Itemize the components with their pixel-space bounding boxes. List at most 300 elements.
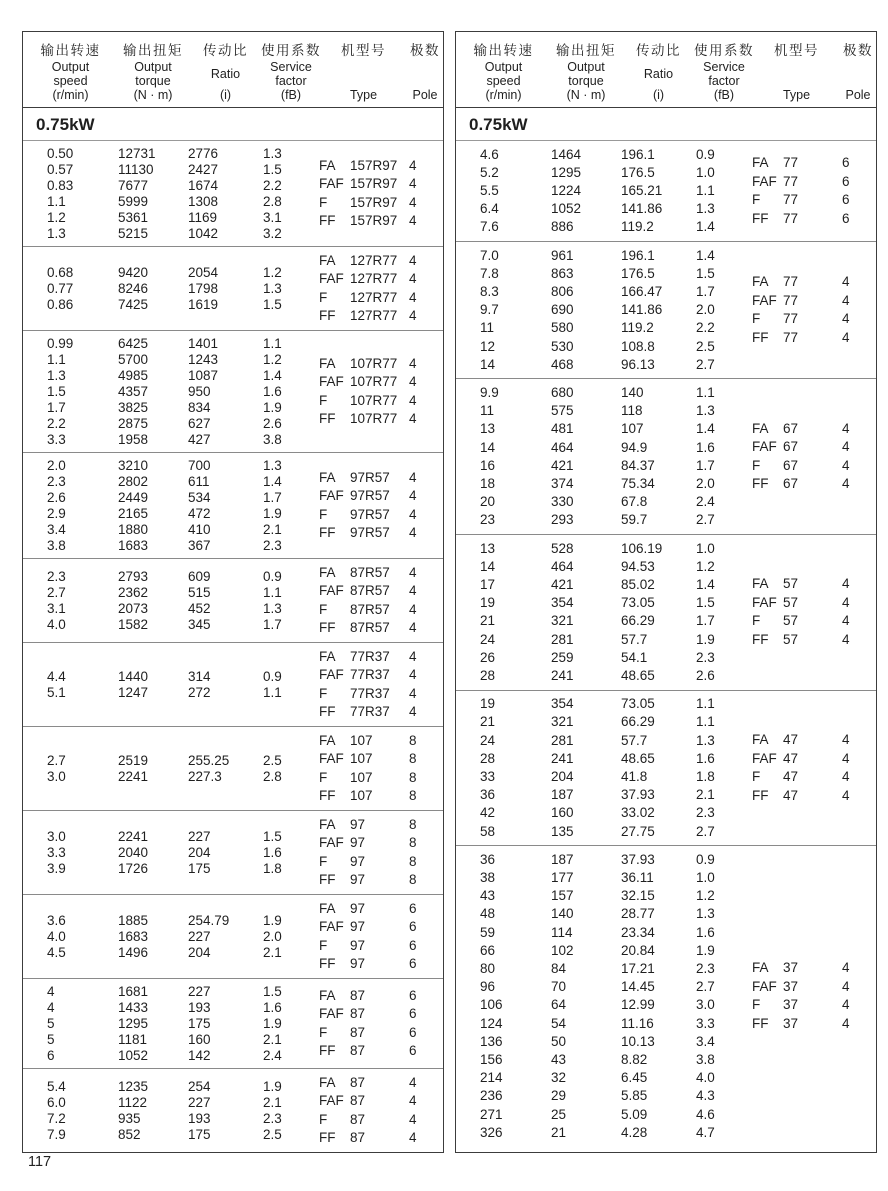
data-row xyxy=(456,924,752,942)
fb-cell: 1.6 xyxy=(263,383,282,399)
data-row xyxy=(23,1111,319,1127)
pole-cell: 8 xyxy=(409,751,417,766)
torque-cell: 421 xyxy=(551,457,574,473)
speed-cell: 1.5 xyxy=(47,383,66,399)
type-prefix: FAF xyxy=(319,667,344,682)
page-number: 117 xyxy=(28,1154,52,1170)
type-model: 87 xyxy=(350,1093,366,1108)
ratio-cell: 6.45 xyxy=(621,1070,648,1086)
type-model: 77 xyxy=(783,173,799,189)
pole-cell: 4 xyxy=(409,620,417,635)
pole-cell: 4 xyxy=(409,525,417,540)
torque-cell: 32 xyxy=(551,1070,567,1086)
speed-cell: 6.4 xyxy=(480,201,499,217)
type-prefix: F xyxy=(319,289,328,305)
ratio-cell: 108.8 xyxy=(621,338,655,354)
header-col-1 xyxy=(551,39,621,102)
speed-cell: 24 xyxy=(480,732,496,748)
ratio-cell: 66.29 xyxy=(621,613,655,629)
header-col-3 xyxy=(263,39,319,102)
type-row xyxy=(319,582,443,601)
speed-cell: 5 xyxy=(47,1031,55,1047)
data-rows xyxy=(23,569,319,633)
speed-cell: 0.68 xyxy=(47,264,74,280)
ratio-cell: 452 xyxy=(188,600,211,616)
fb-cell: 3.0 xyxy=(696,997,715,1013)
speed-cell: 28 xyxy=(480,667,496,683)
fb-cell: 1.4 xyxy=(696,247,715,263)
speed-cell: 9.7 xyxy=(480,302,499,318)
torque-cell: 187 xyxy=(551,787,574,803)
ratio-cell: 165.21 xyxy=(621,182,663,198)
data-row xyxy=(456,649,752,667)
fb-cell: 1.3 xyxy=(696,403,715,419)
fb-cell: 1.4 xyxy=(696,421,715,437)
data-row xyxy=(456,942,752,960)
pole-cell: 6 xyxy=(409,1043,417,1058)
speed-cell: 124 xyxy=(480,1015,503,1031)
torque-cell: 2241 xyxy=(118,828,149,844)
pole-cell: 4 xyxy=(842,787,850,803)
torque-cell: 2073 xyxy=(118,600,149,616)
torque-cell: 580 xyxy=(551,320,574,336)
speed-cell: 66 xyxy=(480,942,496,958)
type-row xyxy=(752,787,876,806)
type-model: 127R77 xyxy=(350,289,398,305)
type-row xyxy=(319,1005,443,1024)
ratio-cell: 32.15 xyxy=(621,888,655,904)
type-prefix: FF xyxy=(752,210,769,226)
data-row xyxy=(456,247,752,265)
header-en-line: factor xyxy=(275,73,307,88)
type-prefix: FA xyxy=(319,564,336,580)
fb-cell: 2.7 xyxy=(696,823,715,839)
fb-cell: 1.6 xyxy=(696,924,715,940)
speed-cell: 2.2 xyxy=(47,415,66,431)
type-prefix: F xyxy=(319,601,328,617)
header-label-zh: 传动比 xyxy=(636,43,681,58)
speed-cell: 3.8 xyxy=(47,537,66,553)
fb-cell: 1.7 xyxy=(263,616,282,632)
header-en-line: torque xyxy=(568,73,604,88)
type-row xyxy=(319,685,443,704)
torque-cell: 1122 xyxy=(118,1094,148,1110)
speed-cell: 4.5 xyxy=(47,944,66,960)
type-model: 97 xyxy=(350,872,366,887)
header-label-en xyxy=(644,67,673,81)
data-row xyxy=(456,1087,752,1105)
fb-cell: 1.4 xyxy=(263,473,282,489)
fb-cell: 3.2 xyxy=(263,225,282,241)
header-label-zh: 极数 xyxy=(843,43,873,58)
ratio-cell: 1401 xyxy=(188,335,219,351)
ratio-cell: 255.25 xyxy=(188,752,230,768)
torque-cell: 464 xyxy=(551,439,574,455)
fb-cell: 3.8 xyxy=(696,1052,715,1068)
speed-cell: 5.2 xyxy=(480,164,499,180)
type-prefix: F xyxy=(752,192,761,207)
ratio-cell: 1308 xyxy=(188,193,219,209)
type-row xyxy=(752,292,876,311)
type-prefix: FA xyxy=(319,252,336,268)
fb-cell: 1.1 xyxy=(696,714,715,730)
spec-block xyxy=(456,845,876,1146)
type-model: 47 xyxy=(783,750,799,766)
ratio-cell: 204 xyxy=(188,844,211,860)
type-rows xyxy=(319,816,443,890)
data-row xyxy=(23,226,319,242)
type-prefix: FA xyxy=(319,469,336,485)
header-label-en xyxy=(485,60,523,88)
torque-cell: 102 xyxy=(551,942,574,958)
speed-cell: 3.6 xyxy=(47,912,66,928)
header-col-5 xyxy=(841,39,875,102)
torque-cell: 321 xyxy=(551,613,574,629)
speed-cell: 2.7 xyxy=(47,584,66,600)
fb-cell: 2.8 xyxy=(263,193,282,209)
pole-cell: 8 xyxy=(409,732,417,748)
data-row xyxy=(456,732,752,750)
ratio-cell: 196.1 xyxy=(621,247,655,263)
ratio-cell: 272 xyxy=(188,684,211,700)
data-row xyxy=(456,457,752,475)
type-model: 77R37 xyxy=(350,704,390,719)
speed-cell: 7.2 xyxy=(47,1110,66,1126)
fb-cell: 1.9 xyxy=(263,912,282,928)
data-row xyxy=(23,585,319,601)
type-model: 97R57 xyxy=(350,469,390,485)
type-model: 47 xyxy=(783,732,799,747)
spec-block xyxy=(456,141,876,241)
torque-cell: 1235 xyxy=(118,1078,149,1094)
ratio-cell: 142 xyxy=(188,1047,211,1063)
spec-block xyxy=(456,690,876,846)
speed-cell: 0.57 xyxy=(47,161,74,177)
ratio-cell: 73.05 xyxy=(621,595,655,611)
ratio-cell: 28.77 xyxy=(621,906,655,922)
type-row xyxy=(319,666,443,685)
ratio-cell: 5.85 xyxy=(621,1088,648,1104)
torque-cell: 421 xyxy=(551,576,574,592)
type-model: 77 xyxy=(783,292,799,308)
fb-cell: 2.3 xyxy=(696,649,715,665)
data-row xyxy=(23,490,319,506)
data-row xyxy=(456,996,752,1014)
ratio-cell: 427 xyxy=(188,431,211,447)
torque-cell: 481 xyxy=(551,421,574,437)
pole-cell: 4 xyxy=(842,769,850,784)
pole-cell: 4 xyxy=(842,420,850,436)
type-row xyxy=(752,1015,876,1034)
type-prefix: F xyxy=(752,457,761,473)
ratio-cell: 10.13 xyxy=(621,1033,655,1049)
data-row xyxy=(456,695,752,713)
speed-cell: 5 xyxy=(47,1015,55,1031)
pole-cell: 4 xyxy=(409,213,417,228)
speed-cell: 4.0 xyxy=(47,928,66,944)
header-col-5 xyxy=(408,39,442,102)
fb-cell: 1.7 xyxy=(696,613,715,629)
type-model: 77 xyxy=(783,155,799,170)
torque-cell: 3210 xyxy=(118,457,149,473)
type-model: 67 xyxy=(783,476,799,492)
type-prefix: FA xyxy=(752,274,769,290)
torque-cell: 50 xyxy=(551,1033,567,1049)
type-rows xyxy=(319,1074,443,1148)
ratio-cell: 107 xyxy=(621,421,644,437)
type-prefix: FF xyxy=(319,620,336,635)
pole-cell: 8 xyxy=(409,816,417,832)
header-col-4 xyxy=(319,39,408,102)
data-row xyxy=(23,265,319,281)
ratio-cell: 175 xyxy=(188,1015,211,1031)
type-rows xyxy=(319,564,443,638)
data-row xyxy=(456,978,752,996)
type-prefix: FF xyxy=(752,631,769,647)
data-row xyxy=(456,384,752,402)
type-row xyxy=(752,475,876,494)
header-label-zh: 输出转速 xyxy=(473,43,534,58)
fb-cell: 2.3 xyxy=(263,537,282,553)
data-row xyxy=(456,1015,752,1033)
data-row xyxy=(23,458,319,474)
fb-cell: 1.2 xyxy=(696,888,715,904)
speed-cell: 214 xyxy=(480,1070,503,1086)
ratio-cell: 37.93 xyxy=(621,787,655,803)
fb-cell: 2.1 xyxy=(263,1031,282,1047)
pole-cell: 6 xyxy=(409,1024,417,1040)
data-row xyxy=(456,301,752,319)
speed-cell: 5.1 xyxy=(47,684,66,700)
data-row xyxy=(23,569,319,585)
torque-cell: 6425 xyxy=(118,335,149,351)
torque-cell: 54 xyxy=(551,1015,567,1031)
type-row xyxy=(319,1129,443,1148)
pole-cell: 6 xyxy=(842,155,850,170)
pole-cell: 4 xyxy=(842,476,850,492)
ratio-cell: 1169 xyxy=(188,209,218,225)
header-en-line: Ratio xyxy=(210,66,241,81)
pole-cell: 4 xyxy=(409,411,417,426)
type-prefix: FA xyxy=(752,155,769,170)
speed-cell: 96 xyxy=(480,979,496,995)
type-rows xyxy=(319,157,443,231)
data-row xyxy=(456,146,752,164)
header-label-en xyxy=(567,60,605,88)
ratio-cell: 27.75 xyxy=(621,823,655,839)
type-row xyxy=(752,173,876,192)
torque-cell: 2040 xyxy=(118,844,149,860)
data-rows xyxy=(23,146,319,242)
ratio-cell: 20.84 xyxy=(621,942,655,958)
spec-block xyxy=(23,1068,443,1152)
fb-cell: 1.9 xyxy=(696,942,715,958)
fb-cell: 1.3 xyxy=(263,280,282,296)
torque-cell: 1683 xyxy=(118,537,149,553)
type-row xyxy=(752,631,876,650)
type-prefix: FF xyxy=(319,213,336,228)
header-unit: Pole xyxy=(845,88,871,102)
speed-cell: 11 xyxy=(480,403,495,419)
data-row xyxy=(23,753,319,769)
type-row xyxy=(319,601,443,620)
fb-cell: 1.3 xyxy=(263,145,282,161)
data-row xyxy=(23,352,319,368)
type-model: 67 xyxy=(783,420,799,436)
type-model: 47 xyxy=(783,787,799,803)
type-prefix: FAF xyxy=(319,1006,344,1021)
speed-cell: 23 xyxy=(480,512,496,528)
type-row xyxy=(319,900,443,919)
type-prefix: FA xyxy=(319,648,336,664)
ratio-cell: 410 xyxy=(188,521,211,537)
ratio-cell: 141.86 xyxy=(621,201,663,217)
type-prefix: FA xyxy=(319,732,336,748)
header-unit: Type xyxy=(782,88,811,102)
type-row xyxy=(752,457,876,476)
speed-cell: 21 xyxy=(480,714,496,730)
type-prefix: F xyxy=(319,769,328,785)
type-row xyxy=(319,703,443,722)
type-row xyxy=(319,732,443,751)
spec-table-right xyxy=(455,31,877,1153)
ratio-cell: 37.93 xyxy=(621,851,655,867)
data-row xyxy=(456,1051,752,1069)
type-model: 37 xyxy=(783,997,799,1013)
fb-cell: 3.8 xyxy=(263,431,282,447)
data-row xyxy=(23,1016,319,1032)
speed-cell: 12 xyxy=(480,338,496,354)
pole-cell: 4 xyxy=(409,1093,417,1108)
type-model: 77R37 xyxy=(350,685,390,701)
type-prefix: FAF xyxy=(319,751,344,766)
type-row xyxy=(319,769,443,788)
ratio-cell: 2054 xyxy=(188,264,219,280)
data-row xyxy=(23,685,319,701)
fb-cell: 4.7 xyxy=(696,1124,715,1140)
pole-cell: 4 xyxy=(409,1111,417,1127)
torque-cell: 1726 xyxy=(118,860,149,876)
data-rows xyxy=(456,540,752,686)
fb-cell: 1.1 xyxy=(263,684,282,700)
pole-cell: 6 xyxy=(409,956,417,971)
power-heading: 0.75kW xyxy=(456,108,876,141)
power-heading: 0.75kW xyxy=(23,108,443,141)
type-prefix: FF xyxy=(752,1015,769,1031)
data-row xyxy=(456,851,752,869)
type-prefix: FA xyxy=(319,157,336,173)
type-row xyxy=(752,612,876,631)
type-row xyxy=(752,731,876,750)
speed-cell: 271 xyxy=(480,1106,503,1122)
fb-cell: 1.5 xyxy=(263,983,282,999)
type-rows xyxy=(319,469,443,543)
speed-cell: 1.3 xyxy=(47,367,66,383)
type-model: 87 xyxy=(350,1043,366,1058)
torque-cell: 204 xyxy=(551,769,574,784)
speed-cell: 7.9 xyxy=(47,1126,66,1142)
ratio-cell: 2427 xyxy=(188,161,219,177)
type-model: 67 xyxy=(783,439,799,455)
torque-cell: 21 xyxy=(551,1124,567,1140)
type-prefix: FAF xyxy=(752,978,777,994)
pole-cell: 4 xyxy=(409,1074,417,1090)
torque-cell: 4985 xyxy=(118,367,149,383)
type-row xyxy=(752,310,876,329)
ratio-cell: 140 xyxy=(621,384,644,400)
data-row xyxy=(456,713,752,731)
torque-cell: 281 xyxy=(551,631,574,647)
speed-cell: 236 xyxy=(480,1088,503,1104)
type-model: 107 xyxy=(350,769,373,785)
fb-cell: 3.3 xyxy=(696,1015,715,1031)
type-rows xyxy=(752,154,876,228)
fb-cell: 1.5 xyxy=(696,265,715,281)
type-rows xyxy=(319,732,443,806)
fb-cell: 2.5 xyxy=(263,752,282,768)
speed-cell: 3.9 xyxy=(47,860,66,876)
ratio-cell: 627 xyxy=(188,415,211,431)
type-rows xyxy=(319,900,443,974)
pole-cell: 6 xyxy=(409,1006,417,1021)
ratio-cell: 119.2 xyxy=(621,219,654,235)
fb-cell: 1.5 xyxy=(696,595,715,611)
data-row xyxy=(456,631,752,649)
speed-cell: 38 xyxy=(480,870,496,886)
type-prefix: FAF xyxy=(319,835,344,850)
ratio-cell: 96.13 xyxy=(621,356,655,372)
type-model: 127R77 xyxy=(350,252,398,268)
torque-cell: 374 xyxy=(551,475,574,491)
type-model: 157R97 xyxy=(350,213,398,228)
speed-cell: 2.3 xyxy=(47,473,66,489)
type-row xyxy=(752,594,876,613)
torque-cell: 114 xyxy=(551,924,573,940)
header-unit: Type xyxy=(349,88,378,102)
header-unit: (fB) xyxy=(713,88,735,102)
fb-cell: 2.7 xyxy=(696,979,715,995)
pole-cell: 6 xyxy=(842,173,850,189)
speed-cell: 0.50 xyxy=(47,145,74,161)
type-prefix: FAF xyxy=(319,919,344,934)
fb-cell: 1.7 xyxy=(696,283,715,299)
speed-cell: 58 xyxy=(480,823,496,839)
type-prefix: FA xyxy=(319,900,336,916)
data-row xyxy=(456,420,752,438)
fb-cell: 2.0 xyxy=(696,475,715,491)
fb-cell: 1.8 xyxy=(696,769,715,784)
ratio-cell: 41.8 xyxy=(621,769,648,784)
header-col-2 xyxy=(188,39,263,102)
type-row xyxy=(752,750,876,769)
torque-cell: 5215 xyxy=(118,225,149,241)
data-row xyxy=(456,558,752,576)
type-row xyxy=(319,871,443,890)
header-label-en xyxy=(134,60,172,88)
type-model: 87R57 xyxy=(350,601,390,617)
torque-cell: 64 xyxy=(551,997,567,1013)
fb-cell: 1.1 xyxy=(263,584,282,600)
speed-cell: 4.4 xyxy=(47,668,66,684)
torque-cell: 575 xyxy=(551,403,574,419)
data-row xyxy=(456,540,752,558)
ratio-cell: 94.53 xyxy=(621,558,655,574)
pole-cell: 6 xyxy=(409,987,417,1003)
header-en-line: Ratio xyxy=(643,66,674,81)
data-row xyxy=(23,617,319,633)
ratio-cell: 609 xyxy=(188,568,211,584)
data-row xyxy=(23,929,319,945)
